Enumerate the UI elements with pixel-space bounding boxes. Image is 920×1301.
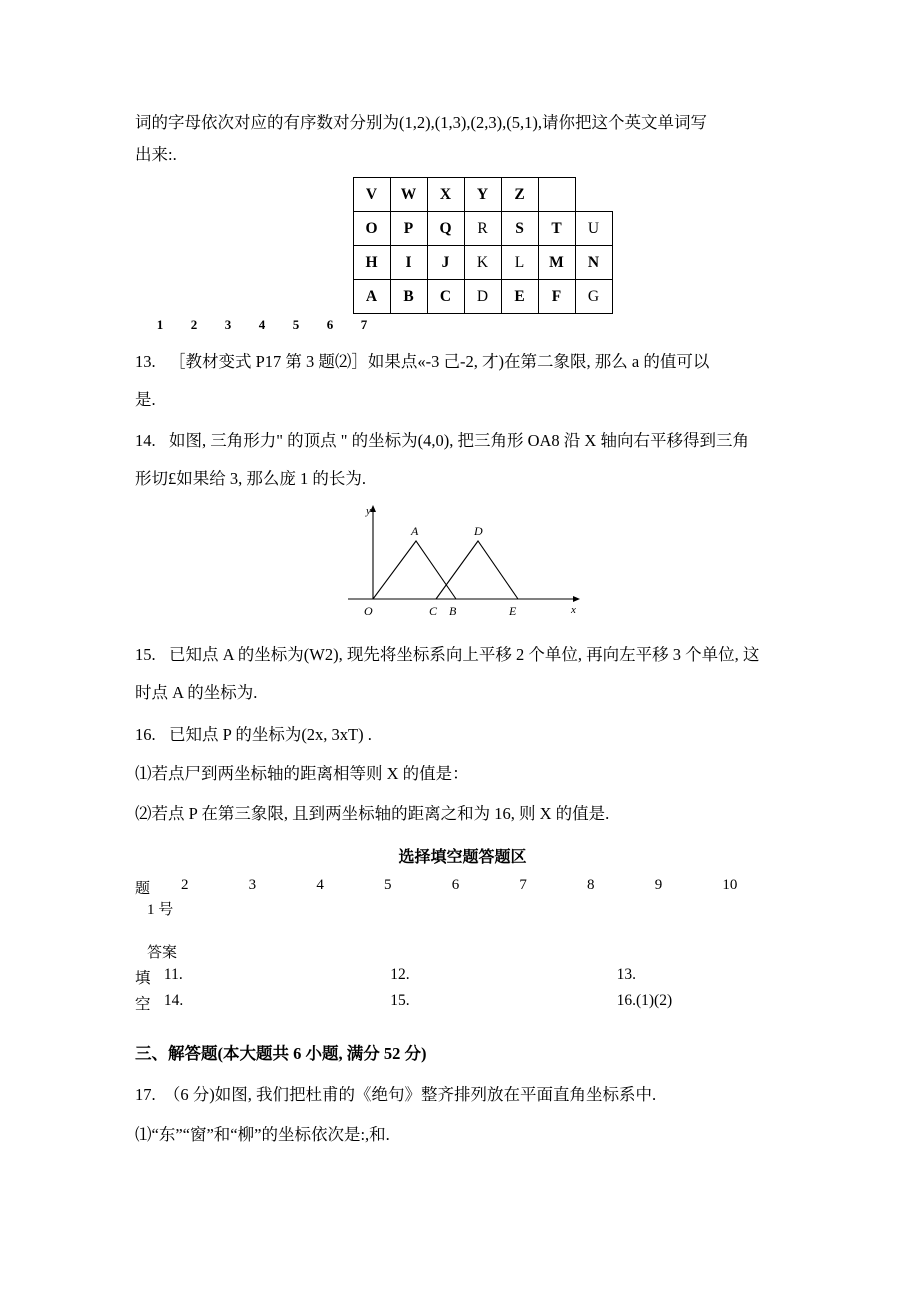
- table-row: [353, 178, 612, 212]
- blank-16[interactable]: 16.(1)(2): [616, 992, 673, 1010]
- blank-14[interactable]: 14.: [163, 992, 184, 1010]
- col-number: 1: [156, 317, 164, 333]
- svg-text:B: B: [448, 604, 456, 619]
- answer-number: 4: [316, 877, 324, 894]
- blank-12[interactable]: 12.: [390, 966, 410, 984]
- grid-cell: J: [427, 246, 464, 280]
- answer-number: 9: [654, 877, 663, 894]
- fill-blank-row-2: [135, 992, 790, 1014]
- question-13-line1: 13. ［教材变式 P17 第 3 题⑵］如果点«-3 己-2, 才)在第二象限, 那么 a 的值可以: [135, 349, 790, 375]
- table-row: [353, 246, 612, 280]
- svg-text:D: D: [473, 524, 483, 539]
- col-number: 7: [360, 317, 368, 333]
- grid-cell: K: [464, 246, 501, 280]
- answer-label: 答案: [147, 945, 178, 962]
- grid-cell: P: [390, 212, 427, 246]
- document-content: [135, 110, 790, 1147]
- question-15-line1: 15. 已知点 A 的坐标为(W2), 现先将坐标系向上平移 2 个单位, 再向左平移 3 个单位, 这: [135, 642, 790, 668]
- grid-cell: F: [538, 280, 575, 314]
- answer-number: 6: [451, 877, 460, 894]
- grid-cell: D: [464, 280, 501, 314]
- letter-grid-figure: [135, 177, 790, 314]
- grid-cell: [538, 178, 575, 212]
- grid-cell: E: [501, 280, 538, 314]
- triangle-translation-diagram: [328, 501, 598, 626]
- grid-cell: G: [575, 280, 612, 314]
- intro-line-2: 出来:.: [135, 144, 177, 164]
- grid-cell: Q: [427, 212, 464, 246]
- question-17-line1: 17. （6 分)如图, 我们把杜甫的《绝句》整齐排列放在平面直角坐标系中.: [135, 1085, 657, 1105]
- col-number: 2: [190, 317, 198, 333]
- grid-cell: N: [575, 246, 612, 280]
- question-16-sub2: ⑵若点 P 在第三象限, 且到两坐标轴的距离之和为 16, 则 X 的值是.: [135, 803, 610, 823]
- question-13: [135, 349, 790, 412]
- letter-grid-table: [353, 177, 613, 314]
- grid-cell: W: [390, 178, 427, 212]
- answer-row-label: [135, 877, 181, 919]
- svg-text:y: y: [365, 505, 371, 518]
- answer-row-label-bottom: 1 号: [147, 902, 174, 919]
- blank-13[interactable]: 13.: [616, 966, 636, 984]
- grid-cell: T: [538, 212, 575, 246]
- blank-11[interactable]: 11.: [163, 966, 183, 984]
- question-15: [135, 642, 790, 705]
- fill-label-2: 空: [135, 996, 151, 1014]
- question-16: [135, 722, 790, 827]
- table-row: [353, 280, 612, 314]
- grid-cell: U: [575, 212, 612, 246]
- coordinate-figure: [135, 501, 790, 626]
- answer-number: 3: [248, 877, 257, 894]
- question-16-line1: 16. 已知点 P 的坐标为(2x, 3xT) .: [135, 722, 790, 748]
- letter-grid-column-numbers: [143, 317, 790, 333]
- section-3-heading: 三、解答题(本大题共 6 小题, 满分 52 分): [135, 1044, 427, 1064]
- grid-cell: O: [353, 212, 390, 246]
- grid-cell: M: [538, 246, 575, 280]
- question-14: [135, 428, 790, 491]
- blank-15[interactable]: 15.: [390, 992, 410, 1010]
- answer-row-label-top: 题: [135, 881, 151, 898]
- question-13-line2: 是.: [135, 389, 156, 409]
- grid-cell: Z: [501, 178, 538, 212]
- question-14-line2: 形切£如果给 3, 那么庞 1 的长为.: [135, 468, 366, 488]
- answer-number: 2: [181, 877, 189, 894]
- answer-number: 5: [384, 877, 392, 894]
- svg-text:E: E: [508, 604, 516, 619]
- col-number: 5: [292, 317, 300, 333]
- svg-text:C: C: [428, 604, 437, 619]
- svg-text:x: x: [570, 604, 576, 617]
- question-14-number: 14.: [135, 431, 156, 451]
- question-15-number: 15.: [135, 645, 156, 665]
- answer-number-row: [135, 877, 790, 919]
- grid-cell: S: [501, 212, 538, 246]
- answer-number-list: [181, 877, 790, 894]
- grid-cell: V: [353, 178, 390, 212]
- grid-cell: C: [427, 280, 464, 314]
- answer-number: 10: [722, 877, 738, 894]
- answer-number: 7: [519, 877, 527, 894]
- grid-cell: X: [427, 178, 464, 212]
- fill-label-1: 填: [135, 970, 151, 988]
- col-number: 6: [326, 317, 334, 333]
- grid-cell: Y: [464, 178, 501, 212]
- grid-cell-empty: [575, 178, 612, 212]
- intro-line-1: 词的字母依次对应的有序数对分别为(1,2),(1,3),(2,3),(5,1),请你把这个英文单词写: [135, 113, 707, 132]
- question-16-number: 16.: [135, 724, 156, 744]
- grid-cell: B: [390, 280, 427, 314]
- grid-cell: L: [501, 246, 538, 280]
- grid-cell: I: [390, 246, 427, 280]
- answer-area-title: 选择填空题答题区: [398, 849, 527, 867]
- grid-cell: A: [353, 280, 390, 314]
- question-14-line1: 14. 如图, 三角形力" 的顶点 " 的坐标为(4,0), 把三角形 OA8 沿 X 轴向右平移得到三角: [135, 428, 790, 454]
- col-number: 3: [224, 317, 232, 333]
- answer-number: 8: [587, 877, 595, 894]
- grid-cell: R: [464, 212, 501, 246]
- answer-area-table: [135, 877, 790, 1014]
- question-16-sub1: ⑴若点尸到两坐标轴的距离相等则 X 的值是：: [135, 764, 469, 784]
- question-15-line2: 时点 A 的坐标为.: [135, 682, 258, 702]
- fill-blank-row-1: [135, 966, 790, 988]
- question-17-line2: ⑴“东”“窗”和“柳”的坐标依次是:,和.: [135, 1124, 390, 1144]
- question-13-number: 13.: [135, 352, 156, 372]
- svg-text:A: A: [410, 524, 418, 539]
- table-row: [353, 212, 612, 246]
- grid-cell: H: [353, 246, 390, 280]
- col-number: 4: [258, 317, 266, 333]
- svg-text:O: O: [363, 604, 373, 619]
